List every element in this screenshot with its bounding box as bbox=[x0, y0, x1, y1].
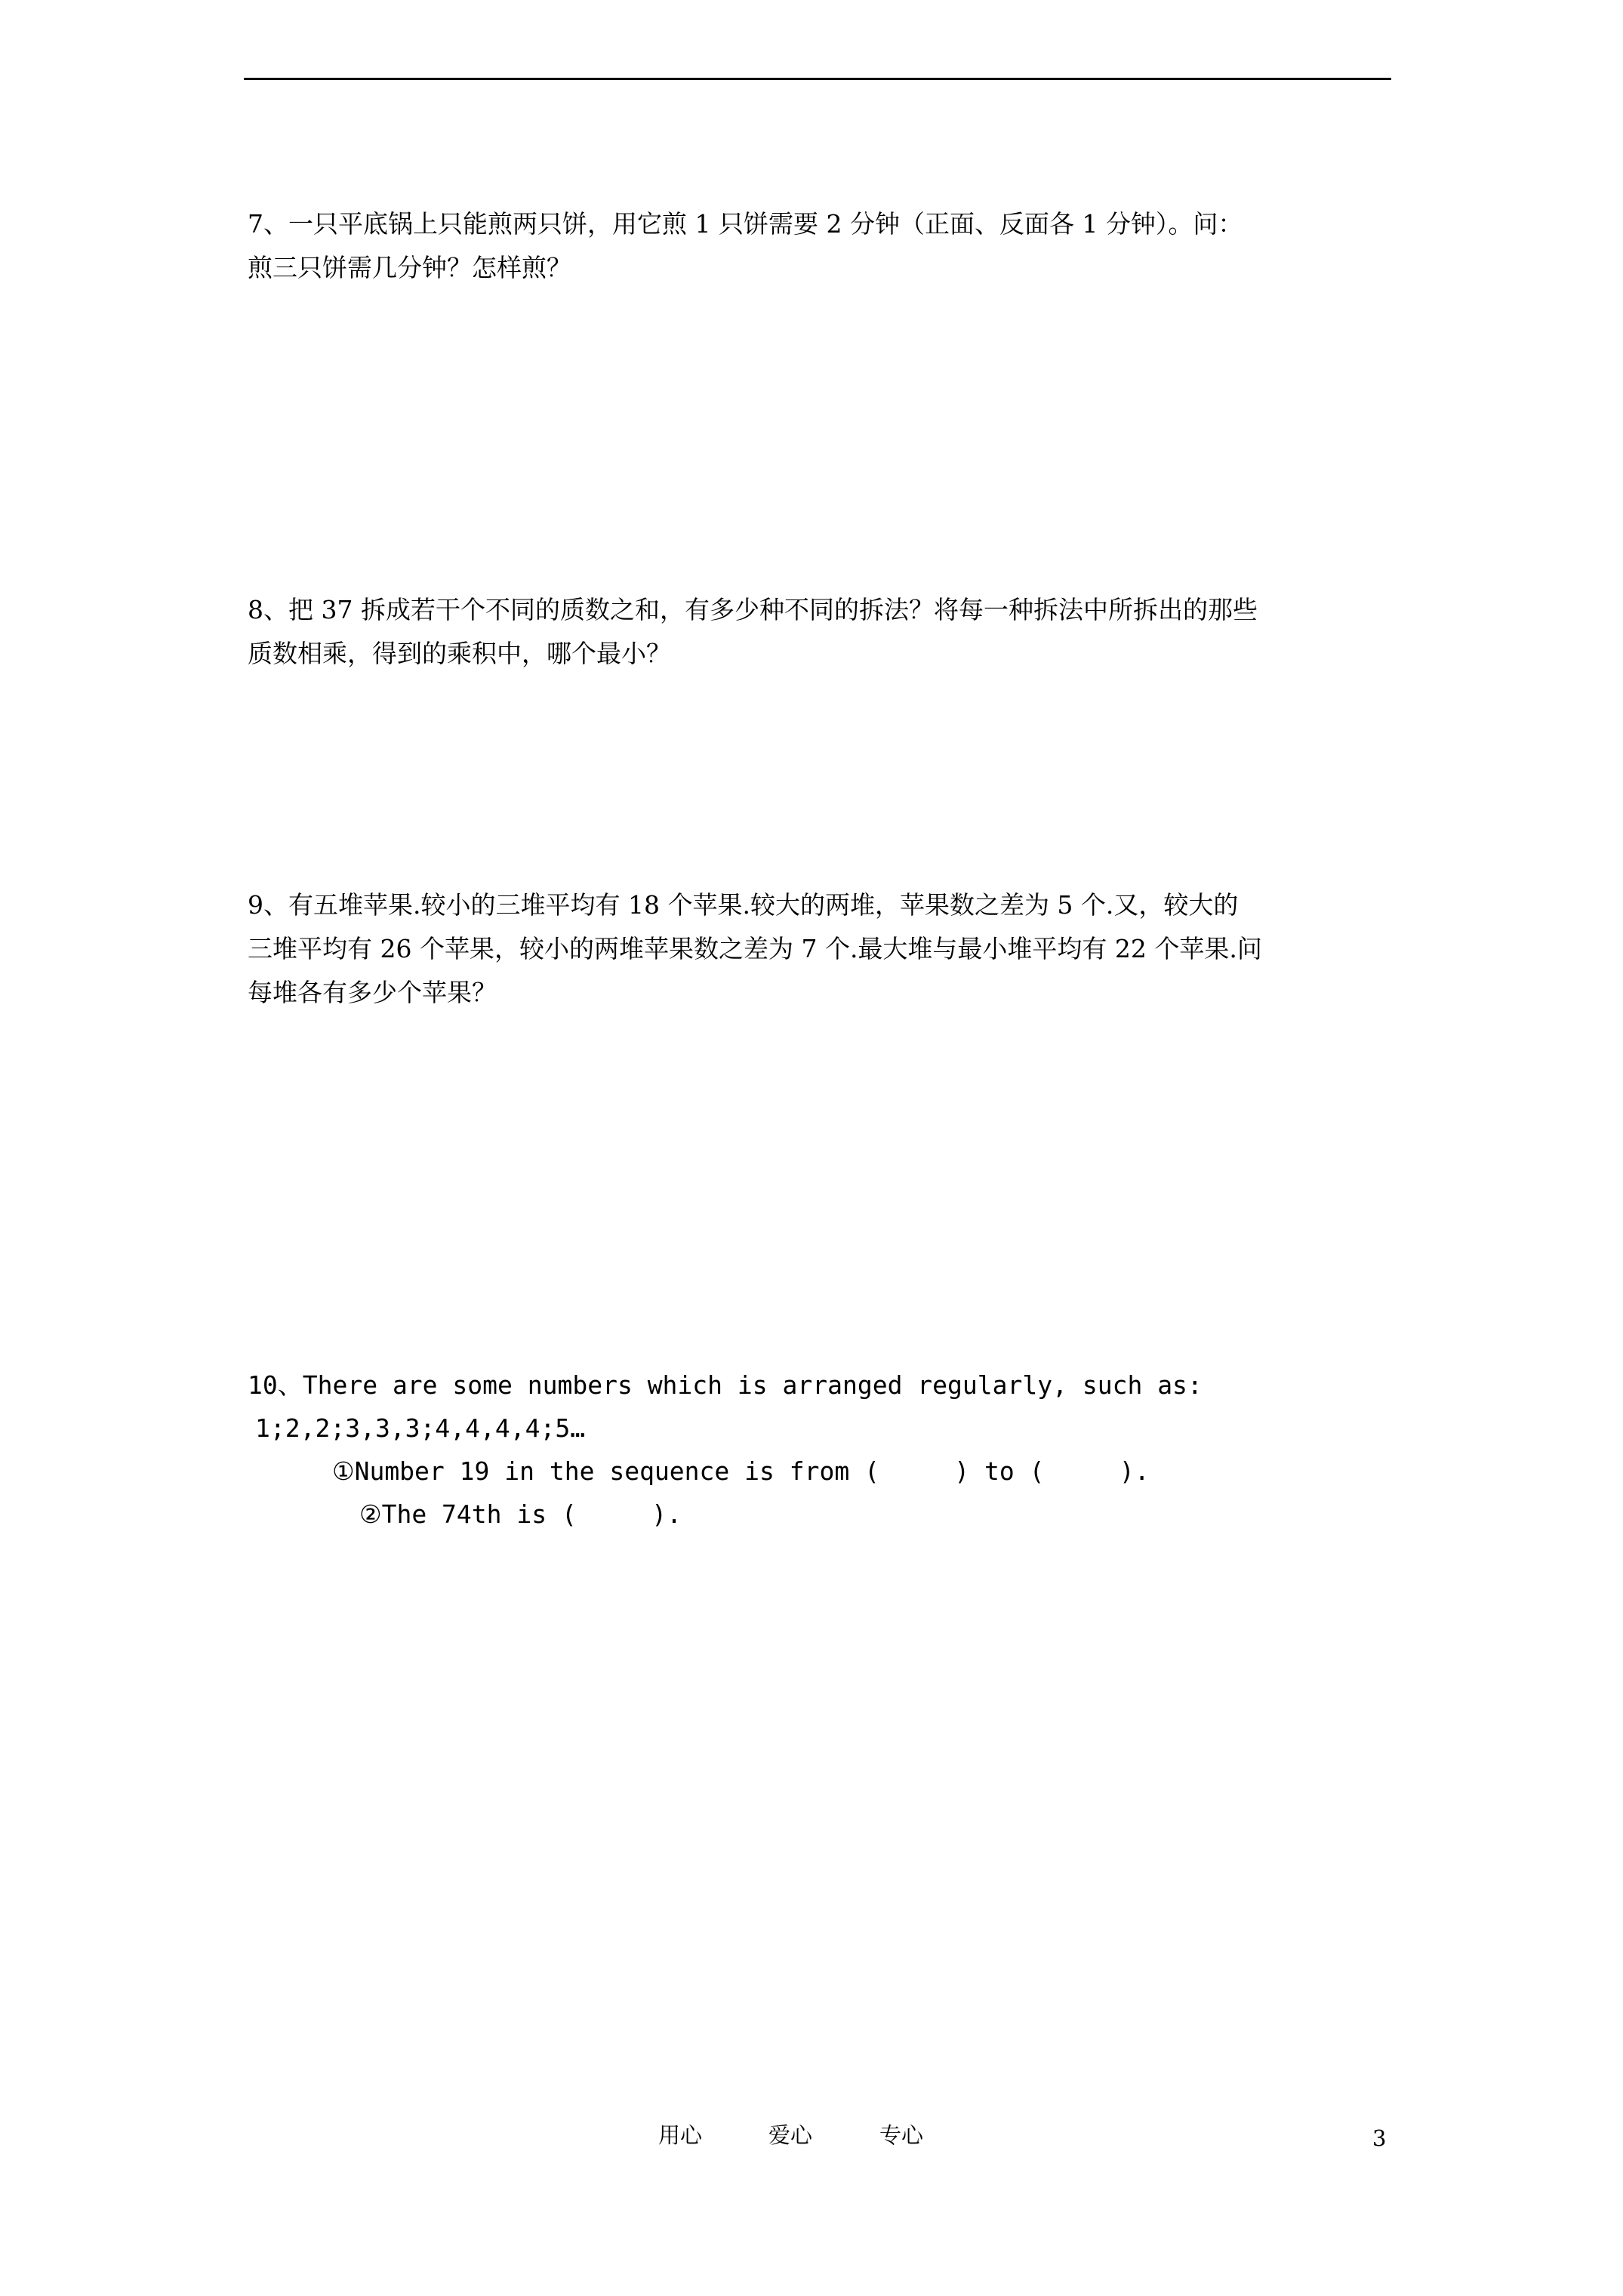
question-10 bbox=[248, 1364, 1395, 1536]
question-9-line-1: 9、有五堆苹果.较小的三堆平均有 18 个苹果.较大的两堆，苹果数之差为 5 个.又，较大的 bbox=[248, 890, 1239, 920]
question-8 bbox=[248, 588, 1395, 676]
question-7-line-2: 煎三只饼需几分钟？怎样煎？ bbox=[248, 253, 571, 282]
question-8-line-1: 8、把 37 拆成若干个不同的质数之和，有多少种不同的拆法？将每一种拆法中所拆出的那些 bbox=[248, 595, 1258, 624]
question-8-line-2: 质数相乘，得到的乘积中，哪个最小？ bbox=[248, 639, 671, 668]
question-9 bbox=[248, 883, 1395, 1015]
page-number: 3 bbox=[1372, 2125, 1387, 2151]
header-rule bbox=[244, 78, 1391, 80]
footer-word-1: 用心 bbox=[658, 2122, 703, 2148]
question-9-line-3: 每堆各有多少个苹果？ bbox=[248, 978, 497, 1007]
question-9-line-2: 三堆平均有 26 个苹果，较小的两堆苹果数之差为 7 个.最大堆与最小堆平均有 22 个苹果.问 bbox=[248, 934, 1262, 963]
question-10-line-1: 10、There are some numbers which is arranged regularly, such as: bbox=[248, 1370, 1203, 1400]
question-10-subquestion-1: ①Number 19 in the sequence is from ( ) to ( ). bbox=[332, 1456, 1150, 1486]
question-10-subquestion-2: ②The 74th is ( ). bbox=[359, 1499, 682, 1529]
question-10-sequence: 1;2,2;3,3,3;4,4,4,4;5… bbox=[255, 1413, 586, 1443]
question-7-line-1: 7、一只平底锅上只能煎两只饼，用它煎 1 只饼需要 2 分钟（正面、反面各 1 分钟）。问： bbox=[248, 209, 1243, 239]
footer-word-3: 专心 bbox=[879, 2122, 924, 2148]
question-7 bbox=[248, 202, 1395, 290]
footer-word-2: 爱心 bbox=[768, 2122, 813, 2148]
